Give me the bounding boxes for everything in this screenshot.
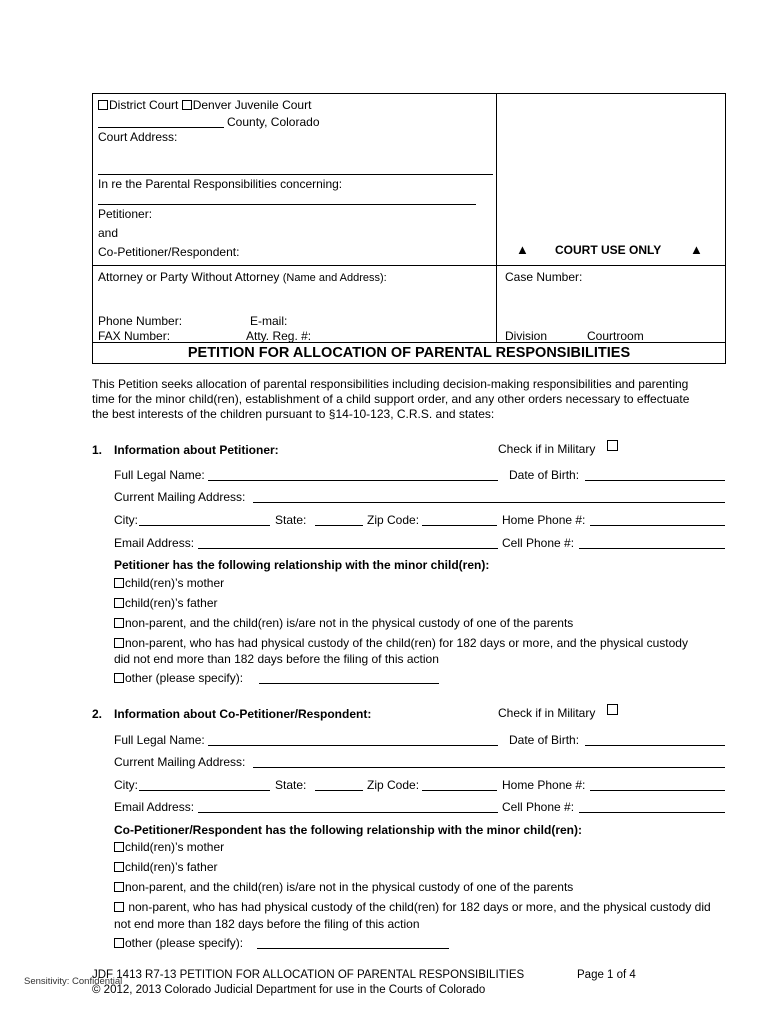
court-use-only: COURT USE ONLY bbox=[555, 243, 662, 257]
s1-home-phone-label: Home Phone #: bbox=[502, 513, 586, 527]
s1-cell-phone-field[interactable] bbox=[579, 548, 725, 549]
attorney-note: (Name and Address): bbox=[282, 272, 387, 284]
s1-city-field[interactable] bbox=[139, 525, 270, 526]
s2-relationship-heading: Co-Petitioner/Respondent has the following relationship with the minor child(ren): bbox=[114, 823, 583, 837]
s2-city-label: City: bbox=[114, 778, 138, 792]
caption-divider bbox=[496, 93, 497, 343]
s2-nonparent-custody-label-2: not end more than 182 days before the filing of this action bbox=[114, 917, 420, 931]
intro-line-3: the best interests of the children pursuant to §14-10-123, C.R.S. and states: bbox=[92, 407, 495, 421]
s1-opt-father bbox=[114, 596, 217, 610]
s1-nonparent-no-custody-checkbox[interactable] bbox=[114, 618, 124, 628]
atty-reg-label: Atty. Reg. #: bbox=[246, 329, 312, 343]
s1-state-label: State: bbox=[275, 513, 307, 527]
s1-email-field[interactable] bbox=[198, 548, 498, 549]
s2-other-field[interactable] bbox=[257, 948, 449, 949]
s2-nonparent-custody-label-1: non-parent, who has had physical custody of the child(ren) for 182 days or more, and the physical custody did bbox=[125, 900, 711, 914]
s2-mother-label: child(ren)’s mother bbox=[125, 840, 225, 854]
s1-city-label: City: bbox=[114, 513, 138, 527]
s1-nonparent-no-custody-label: non-parent, and the child(ren) is/are not in the physical custody of one of the parents bbox=[125, 616, 574, 630]
triangle-right-icon: ▲ bbox=[690, 242, 703, 257]
s1-mailing-label: Current Mailing Address: bbox=[114, 490, 246, 504]
s1-dob-label: Date of Birth: bbox=[509, 468, 580, 482]
s1-mother-checkbox[interactable] bbox=[114, 578, 124, 588]
s2-father-label: child(ren)’s father bbox=[125, 860, 218, 874]
s2-father-checkbox[interactable] bbox=[114, 862, 124, 872]
s1-opt-nonparent-no-custody bbox=[114, 616, 573, 630]
s2-mother-checkbox[interactable] bbox=[114, 842, 124, 852]
s1-father-checkbox[interactable] bbox=[114, 598, 124, 608]
s2-dob-field[interactable] bbox=[585, 745, 725, 746]
s1-email-label: Email Address: bbox=[114, 536, 195, 550]
s2-zip-field[interactable] bbox=[422, 790, 497, 791]
section2-number: 2. bbox=[92, 707, 103, 721]
s2-zip-label: Zip Code: bbox=[367, 778, 420, 792]
email-label: E-mail: bbox=[250, 314, 288, 328]
court-address-label: Court Address: bbox=[98, 130, 178, 144]
s2-email-field[interactable] bbox=[198, 812, 498, 813]
s1-opt-other bbox=[114, 671, 243, 685]
denver-juvenile-court-checkbox[interactable] bbox=[182, 100, 192, 110]
s2-full-name-label: Full Legal Name: bbox=[114, 733, 205, 747]
county-field[interactable] bbox=[98, 127, 224, 128]
s2-mailing-field[interactable] bbox=[253, 767, 725, 768]
sensitivity-label: Sensitivity: Confidential bbox=[24, 976, 123, 987]
s2-cell-phone-label: Cell Phone #: bbox=[502, 800, 575, 814]
denver-juvenile-court-label: Denver Juvenile Court bbox=[192, 98, 312, 112]
caption-box bbox=[92, 93, 726, 343]
s1-mother-label: child(ren)’s mother bbox=[125, 576, 225, 590]
in-re-field[interactable] bbox=[98, 204, 476, 205]
s2-email-label: Email Address: bbox=[114, 800, 195, 814]
section1-heading: Information about Petitioner: bbox=[114, 443, 279, 457]
s2-nonparent-no-custody-label: non-parent, and the child(ren) is/are not in the physical custody of one of the parents bbox=[125, 880, 574, 894]
s1-full-name-label: Full Legal Name: bbox=[114, 468, 205, 482]
section1-military-checkbox[interactable] bbox=[607, 440, 618, 451]
section2-military-checkbox[interactable] bbox=[607, 704, 618, 715]
division-label: Division bbox=[505, 329, 548, 343]
s1-father-label: child(ren)’s father bbox=[125, 596, 218, 610]
s2-full-name-field[interactable] bbox=[208, 745, 498, 746]
s1-cell-phone-label: Cell Phone #: bbox=[502, 536, 575, 550]
s2-opt-father bbox=[114, 860, 217, 874]
petitioner-label: Petitioner: bbox=[98, 207, 153, 221]
s1-relationship-heading: Petitioner has the following relationship with the minor child(ren): bbox=[114, 558, 490, 572]
s1-nonparent-custody-checkbox[interactable] bbox=[114, 638, 124, 648]
section1-military-label: Check if in Military bbox=[498, 442, 596, 456]
footer-page: Page 1 of 4 bbox=[577, 969, 636, 981]
courtroom-label: Courtroom bbox=[587, 329, 644, 343]
caption-attorney-divider bbox=[92, 265, 726, 266]
caption-separator bbox=[98, 174, 493, 175]
intro-line-2: time for the minor child(ren), establishment of a child support order, and any other orders necessary to effectuate bbox=[92, 392, 690, 406]
and-label: and bbox=[98, 226, 119, 240]
s2-dob-label: Date of Birth: bbox=[509, 733, 580, 747]
s2-cell-phone-field[interactable] bbox=[579, 812, 725, 813]
s2-other-checkbox[interactable] bbox=[114, 938, 124, 948]
s2-state-label: State: bbox=[275, 778, 307, 792]
s1-opt-mother bbox=[114, 576, 224, 590]
district-court-label: District Court bbox=[109, 98, 179, 112]
s1-opt-nonparent-custody bbox=[114, 636, 688, 650]
s2-nonparent-custody-checkbox[interactable] bbox=[114, 902, 124, 912]
s1-other-field[interactable] bbox=[259, 683, 439, 684]
s1-mailing-field[interactable] bbox=[253, 502, 725, 503]
attorney-label-wrap bbox=[98, 270, 387, 284]
form-title: PETITION FOR ALLOCATION OF PARENTAL RESPONSIBILITIES bbox=[187, 345, 631, 361]
s2-home-phone-label: Home Phone #: bbox=[502, 778, 586, 792]
s2-home-phone-field[interactable] bbox=[590, 790, 725, 791]
s2-city-field[interactable] bbox=[139, 790, 270, 791]
s2-nonparent-no-custody-checkbox[interactable] bbox=[114, 882, 124, 892]
county-suffix: County, Colorado bbox=[227, 115, 320, 129]
in-re-label: In re the Parental Responsibilities concerning: bbox=[98, 177, 343, 191]
footer-copyright: © 2012, 2013 Colorado Judicial Department for use in the Courts of Colorado bbox=[92, 984, 486, 996]
s1-full-name-field[interactable] bbox=[208, 480, 498, 481]
s2-opt-other bbox=[114, 936, 243, 950]
co-petitioner-label: Co-Petitioner/Respondent: bbox=[98, 245, 240, 259]
section1-number: 1. bbox=[92, 443, 103, 457]
district-court-checkbox[interactable] bbox=[98, 100, 108, 110]
s1-other-label: other (please specify): bbox=[125, 671, 244, 685]
s1-dob-field[interactable] bbox=[585, 480, 725, 481]
s1-zip-field[interactable] bbox=[422, 525, 497, 526]
footer-form-id: JDF 1413 R7-13 PETITION FOR ALLOCATION OF PARENTAL RESPONSIBILITIES bbox=[92, 969, 525, 981]
s2-opt-nonparent-custody bbox=[114, 900, 711, 914]
fax-number-label: FAX Number: bbox=[98, 329, 171, 343]
s1-home-phone-field[interactable] bbox=[590, 525, 725, 526]
s1-zip-label: Zip Code: bbox=[367, 513, 420, 527]
intro-line-1: This Petition seeks allocation of parental responsibilities including decision-making responsibilities and parenting bbox=[92, 377, 689, 391]
s1-state-field[interactable] bbox=[315, 525, 363, 526]
s2-state-field[interactable] bbox=[315, 790, 363, 791]
phone-number-label: Phone Number: bbox=[98, 314, 183, 328]
s1-nonparent-custody-label-1: non-parent, who has had physical custody of the child(ren) for 182 days or more, and the physical custody bbox=[125, 636, 688, 650]
court-selection bbox=[98, 98, 311, 112]
s1-other-checkbox[interactable] bbox=[114, 673, 124, 683]
triangle-left-icon: ▲ bbox=[516, 242, 529, 257]
s2-opt-nonparent-no-custody bbox=[114, 880, 573, 894]
s1-nonparent-custody-label-2: did not end more than 182 days before the filing of this action bbox=[114, 652, 439, 666]
attorney-label: Attorney or Party Without Attorney bbox=[98, 270, 280, 284]
s2-other-label: other (please specify): bbox=[125, 936, 244, 950]
s2-mailing-label: Current Mailing Address: bbox=[114, 755, 246, 769]
section2-heading: Information about Co-Petitioner/Respondent: bbox=[114, 707, 372, 721]
case-number-label: Case Number: bbox=[505, 270, 583, 284]
s2-opt-mother bbox=[114, 840, 224, 854]
section2-military-label: Check if in Military bbox=[498, 706, 596, 720]
